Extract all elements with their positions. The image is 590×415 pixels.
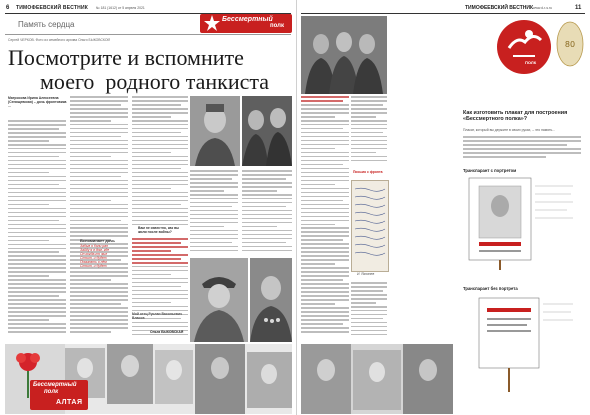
right-page-number: 11: [575, 5, 582, 11]
photo-caption: Мой отец Руслан Васильевич Власов: [132, 312, 183, 321]
letter-column-3: [351, 282, 387, 342]
soldier-portrait-photo: [190, 96, 240, 166]
anniversary-emblem: [555, 20, 585, 70]
article-column-5: [242, 170, 292, 260]
poster-template-without-portrait: [467, 294, 577, 394]
bottom-badge-line-3: АЛТАЯ: [56, 399, 83, 406]
right-site: www.d-r-s.ru: [533, 6, 553, 10]
poem-line: Стоит, и будет: [80, 256, 107, 261]
frontline-letter: [351, 180, 389, 272]
poem-line: Он когда-то жил: [80, 252, 108, 257]
svg-text:80: 80: [564, 40, 576, 49]
left-page-number: 6: [6, 5, 10, 11]
byline: Сергей ЧЕРКОВ. Фото из семейного архива Ольги БЫКОВСКОЙ: [8, 38, 110, 42]
poster-title: Как изготовить плакат для построения «Бессмертного полка»?: [463, 110, 568, 123]
poem-line: Забыв о боли ран: [80, 244, 109, 248]
regiment-logo: [495, 18, 553, 76]
badge-title: Бессмертный: [222, 16, 273, 23]
section-with-portrait: Транспарант с портретом: [463, 168, 517, 173]
letter-column-1: [301, 96, 349, 344]
section-label: Память сердца: [18, 20, 75, 29]
article-signature: Ольга БЫКОВСКАЯ: [150, 330, 184, 334]
soldier-with-medals-photo: [250, 258, 292, 342]
poem-block: [80, 244, 128, 284]
letter-column-2: [351, 96, 387, 166]
article-column-3: [132, 96, 188, 226]
poem-line: Поминать о нём: [80, 260, 107, 265]
right-masthead: ТИМОФЕЕВСКИЙ ВЕСТНИК: [465, 5, 534, 11]
bottom-badge-line-2: полк: [44, 389, 59, 395]
left-masthead-meta: № 181 (1612) от 5 апреля 2021: [96, 6, 145, 10]
headline-line-2: моего родного танкиста: [40, 69, 270, 94]
lead-paragraph: Матросова Ирина Алексеевна (Сенищевская) – дочь фронтовика ...: [8, 96, 67, 109]
article-column-4: [190, 170, 238, 260]
logo-text: ПОЛК: [525, 60, 537, 65]
group-photo-right: [301, 16, 387, 94]
bottom-badge-line-1: Бессмертный: [33, 382, 77, 388]
right-page: [297, 0, 590, 415]
soldier-in-cap-photo: [190, 258, 248, 342]
poem-line: Зайду я в дом, где: [80, 248, 110, 253]
poster-intro: Плакат, который вы держите в своих руках, – это память...: [463, 128, 556, 132]
poem-line: Стоит, и будет: [80, 264, 107, 269]
section-without-portrait: Транспарант без портрета: [463, 286, 518, 291]
quote-title: Вспоминает дочь: [80, 238, 115, 243]
right-bottom-collage: [301, 344, 453, 414]
left-masthead: ТИМОФЕЕВСКИЙ ВЕСТНИК: [16, 5, 89, 11]
poster-intro-text: [463, 136, 581, 166]
two-soldiers-photo: [242, 96, 292, 166]
letter-title: Письмо с фронта: [353, 170, 383, 174]
letter-signature: И. Яковлев: [357, 272, 375, 276]
poster-template-with-portrait: [467, 176, 577, 270]
right-masthead-rule: [301, 13, 585, 14]
headline-line-1: Посмотрите и вспомните: [8, 45, 244, 70]
badge-subtitle: полк: [270, 23, 284, 29]
section-rule: [5, 34, 291, 35]
center-question: Вам не известно, как вы жили после войны?: [138, 226, 180, 235]
article-column-2: [70, 96, 128, 340]
article-column-1: [8, 120, 66, 340]
article-column-3b: [132, 238, 188, 338]
badge-star-icon: [203, 14, 221, 32]
